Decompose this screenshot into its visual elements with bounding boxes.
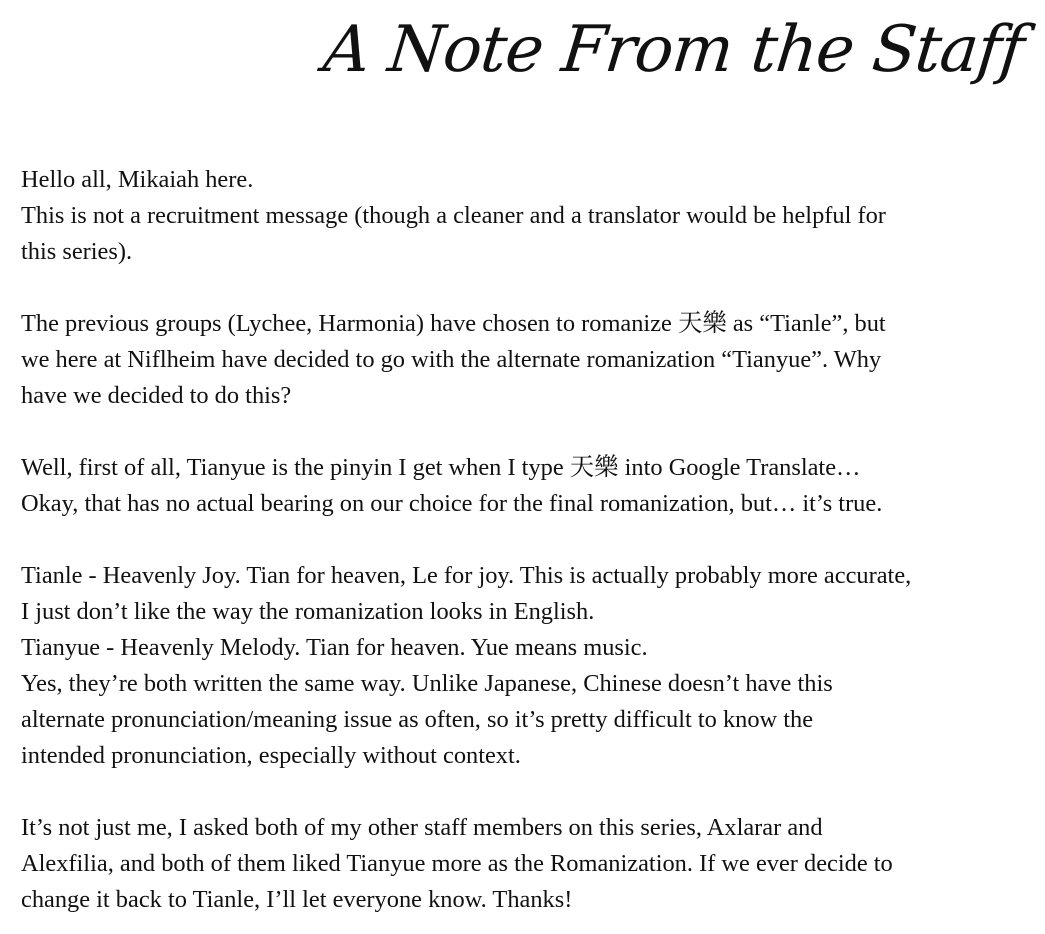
- text-line: It’s not just me, I asked both of my other staff members on this series, Axlarar and: [21, 814, 823, 841]
- text-line: Tianyue - Heavenly Melody. Tian for heaven. Yue means music.: [21, 634, 648, 661]
- text-line: Okay, that has no actual bearing on our choice for the final romanization, but… it’s true.: [21, 490, 883, 517]
- text-line: intended pronunciation, especially without context.: [21, 742, 521, 769]
- page-title: A Note From the Staff: [320, 13, 1027, 87]
- paragraph-greeting: [21, 162, 1033, 270]
- paragraph-meanings: [21, 558, 1033, 774]
- text-line: Yes, they’re both written the same way. Unlike Japanese, Chinese doesn’t have this: [21, 670, 833, 697]
- text-line: change it back to Tianle, I’ll let everyone know. Thanks!: [21, 886, 573, 913]
- text-line: This is not a recruitment message (though a cleaner and a translator would be helpful for: [21, 202, 886, 229]
- text-line: I just don’t like the way the romanization looks in English.: [21, 598, 595, 625]
- paragraph-romanization: [21, 306, 1033, 414]
- text-line: alternate pronunciation/meaning issue as often, so it’s pretty difficult to know the: [21, 706, 814, 733]
- text-line: Well, first of all, Tianyue is the pinyin I get when I type 天樂 into Google Translate…: [21, 454, 861, 481]
- paragraph-closing: [21, 810, 1033, 918]
- note-body: [21, 162, 1033, 918]
- text-line: this series).: [21, 238, 133, 265]
- text-line: have we decided to do this?: [21, 382, 292, 409]
- text-line: Hello all, Mikaiah here.: [21, 166, 254, 193]
- text-line: Alexfilia, and both of them liked Tianyue more as the Romanization. If we ever decide to: [21, 850, 893, 877]
- text-line: The previous groups (Lychee, Harmonia) have chosen to romanize 天樂 as “Tianle”, but: [21, 310, 886, 337]
- paragraph-pinyin: [21, 450, 1033, 522]
- text-line: Tianle - Heavenly Joy. Tian for heaven, Le for joy. This is actually probably more accurate,: [21, 562, 912, 589]
- text-line: we here at Niflheim have decided to go with the alternate romanization “Tianyue”. Why: [21, 346, 882, 373]
